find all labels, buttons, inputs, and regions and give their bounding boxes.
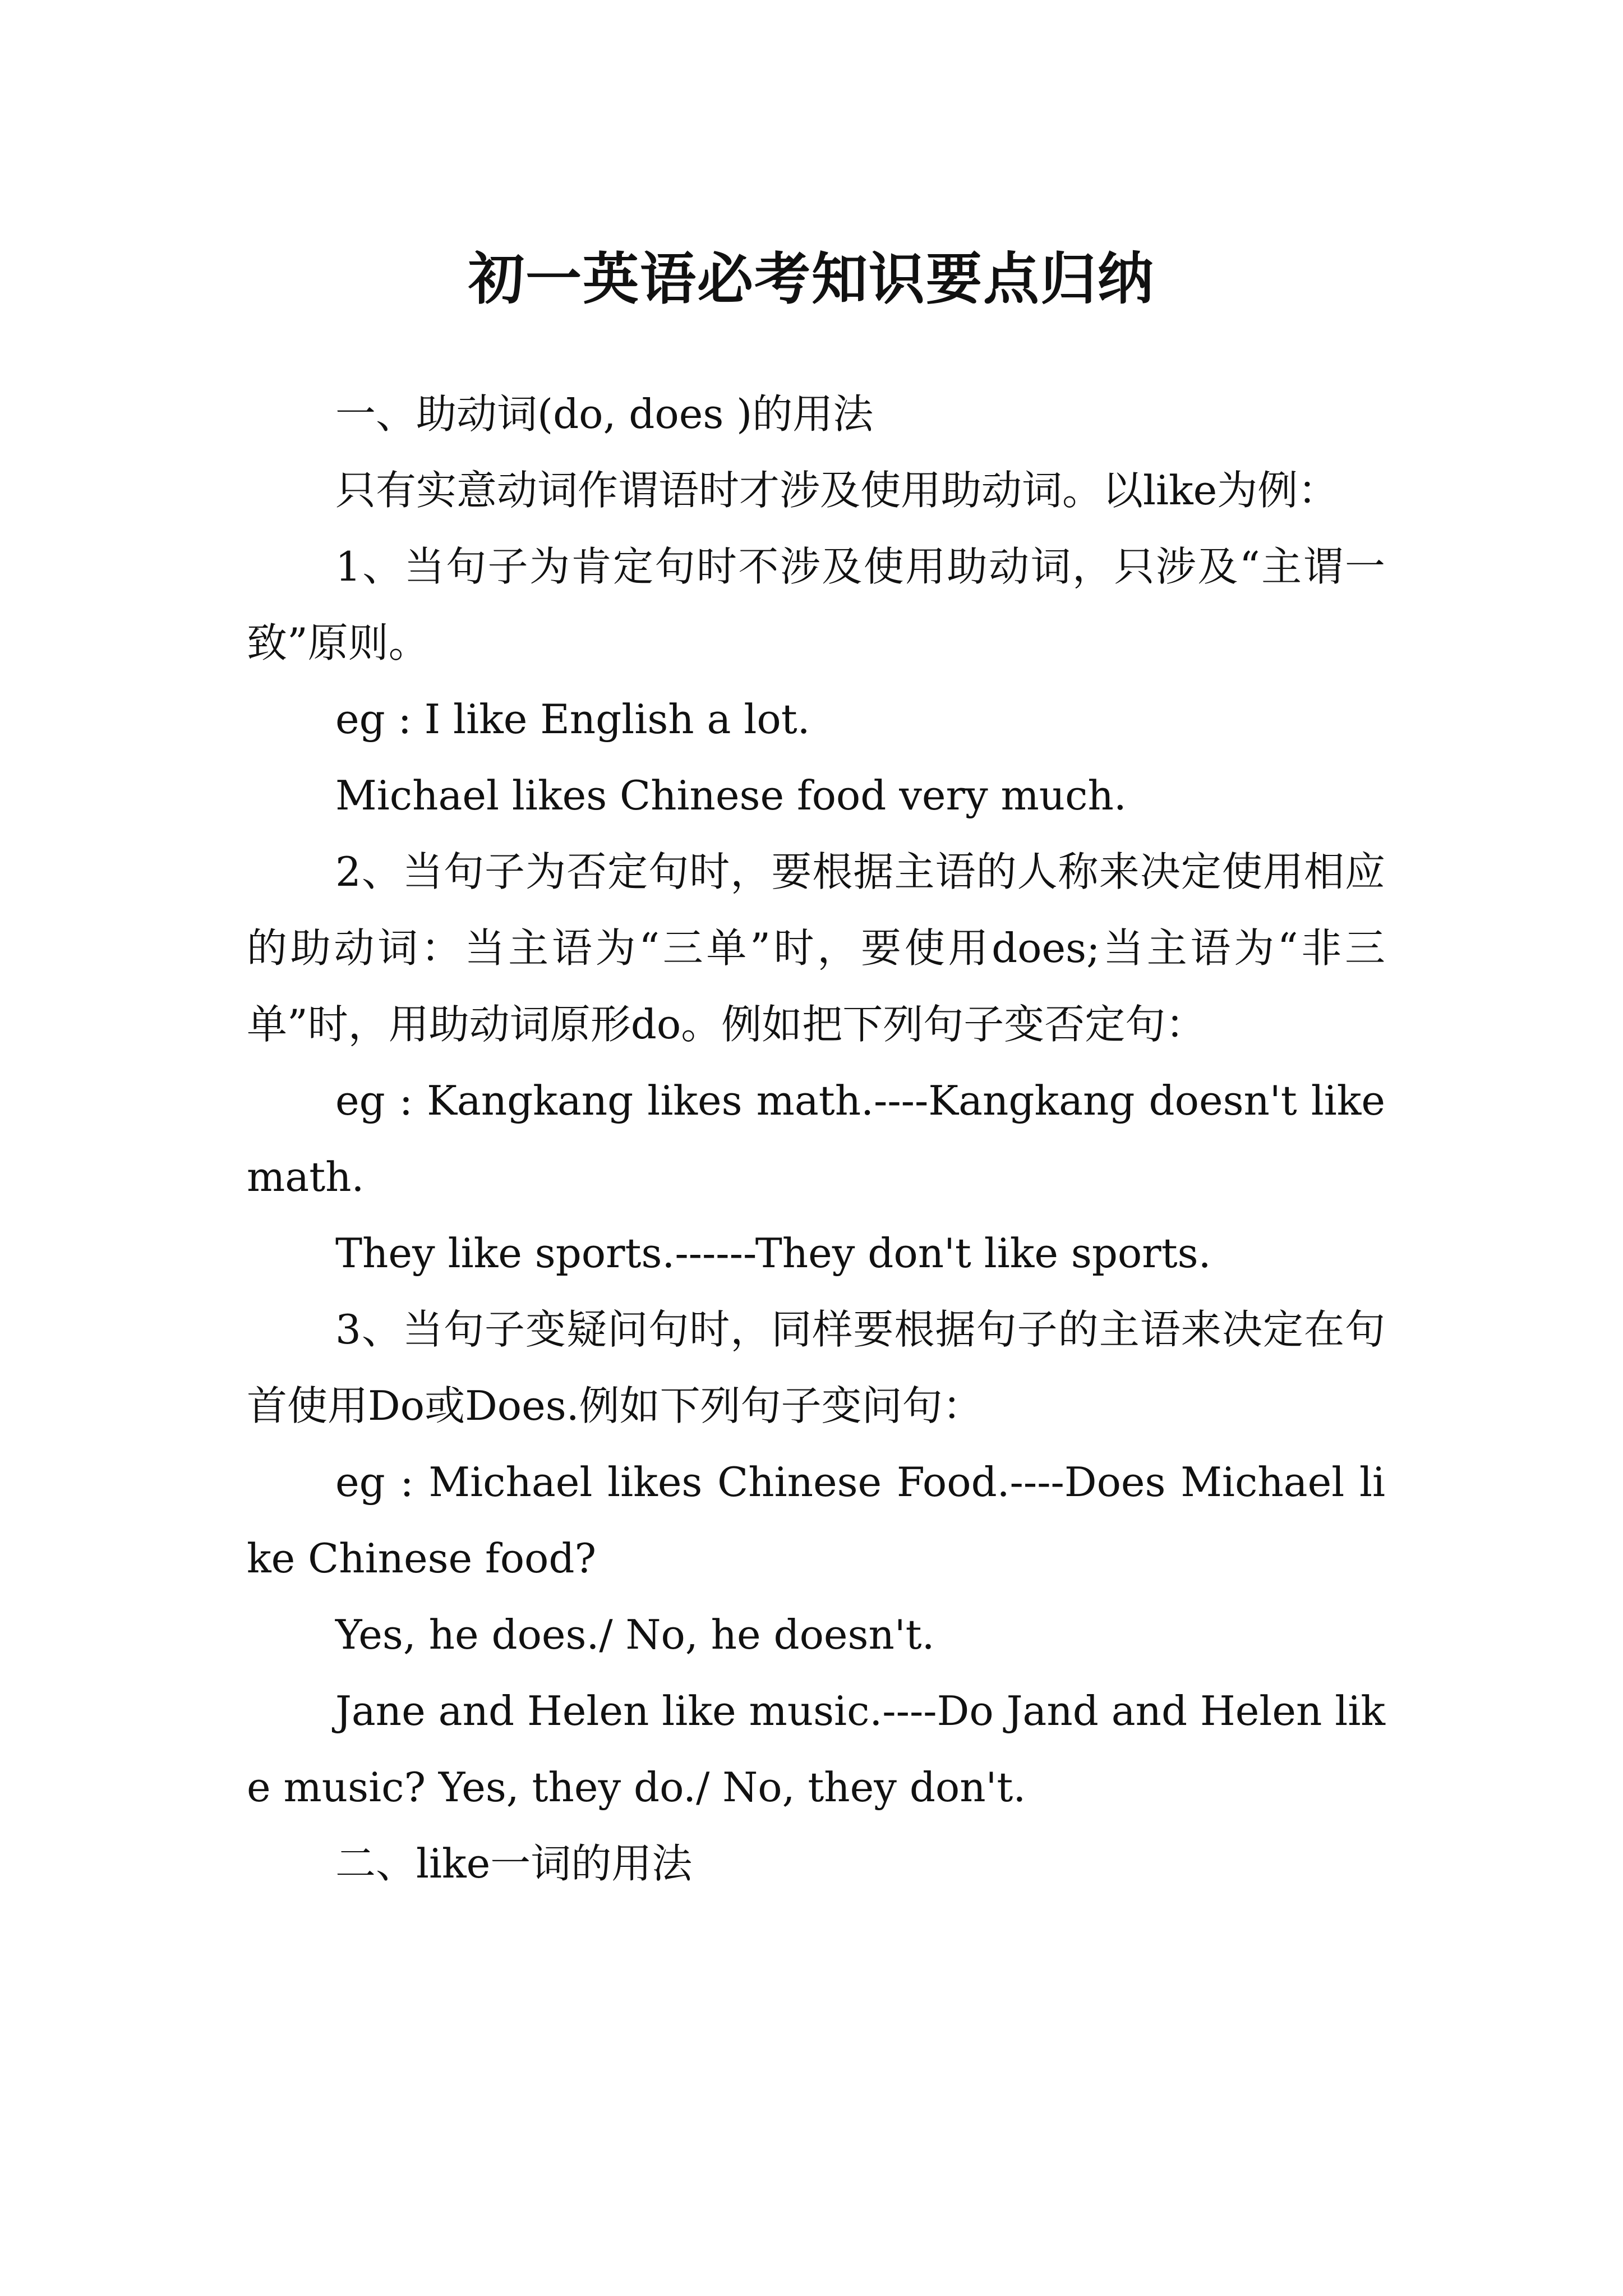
example-line: eg : I like English a lot. — [335, 696, 810, 743]
document-title: 初一英语必考知识要点归纳 — [468, 246, 1155, 312]
section-heading-1: 一、助动词(do, does )的用法 — [335, 390, 874, 438]
paragraph-rule-1: 1、当句子为肯定句时不涉及使用助动词，只涉及“主谓一致”原则。 — [247, 543, 1385, 666]
example-line: Jane and Helen like music.----Do Jand and Helen like music? Yes, they do./ No, they don't. — [247, 1687, 1385, 1811]
example-line: They like sports.------They don't like sports. — [335, 1230, 1211, 1277]
example-line: Michael likes Chinese food very much. — [335, 772, 1127, 819]
example-line: eg : Michael likes Chinese Food.----Does Michael like Chinese food? — [247, 1458, 1385, 1582]
paragraph-rule-2: 2、当句子为否定句时，要根据主语的人称来决定使用相应的助动词：当主语为“三单”时，要使用does;当主语为“非三单”时，用助动词原形do。例如把下列句子变否定句： — [247, 848, 1385, 1048]
example-line: Yes, he does./ No, he doesn't. — [335, 1611, 935, 1658]
section-heading-2: 二、like一词的用法 — [335, 1840, 693, 1887]
paragraph-intro: 只有实意动词作谓语时才涉及使用助动词。以like为例： — [335, 467, 1339, 514]
paragraph-rule-3: 3、当句子变疑问句时，同样要根据句子的主语来决定在句首使用Do或Does.例如下列句子变问句： — [247, 1306, 1385, 1429]
example-line: eg : Kangkang likes math.----Kangkang doesn't like math. — [247, 1077, 1385, 1200]
document-body — [247, 376, 1385, 1902]
